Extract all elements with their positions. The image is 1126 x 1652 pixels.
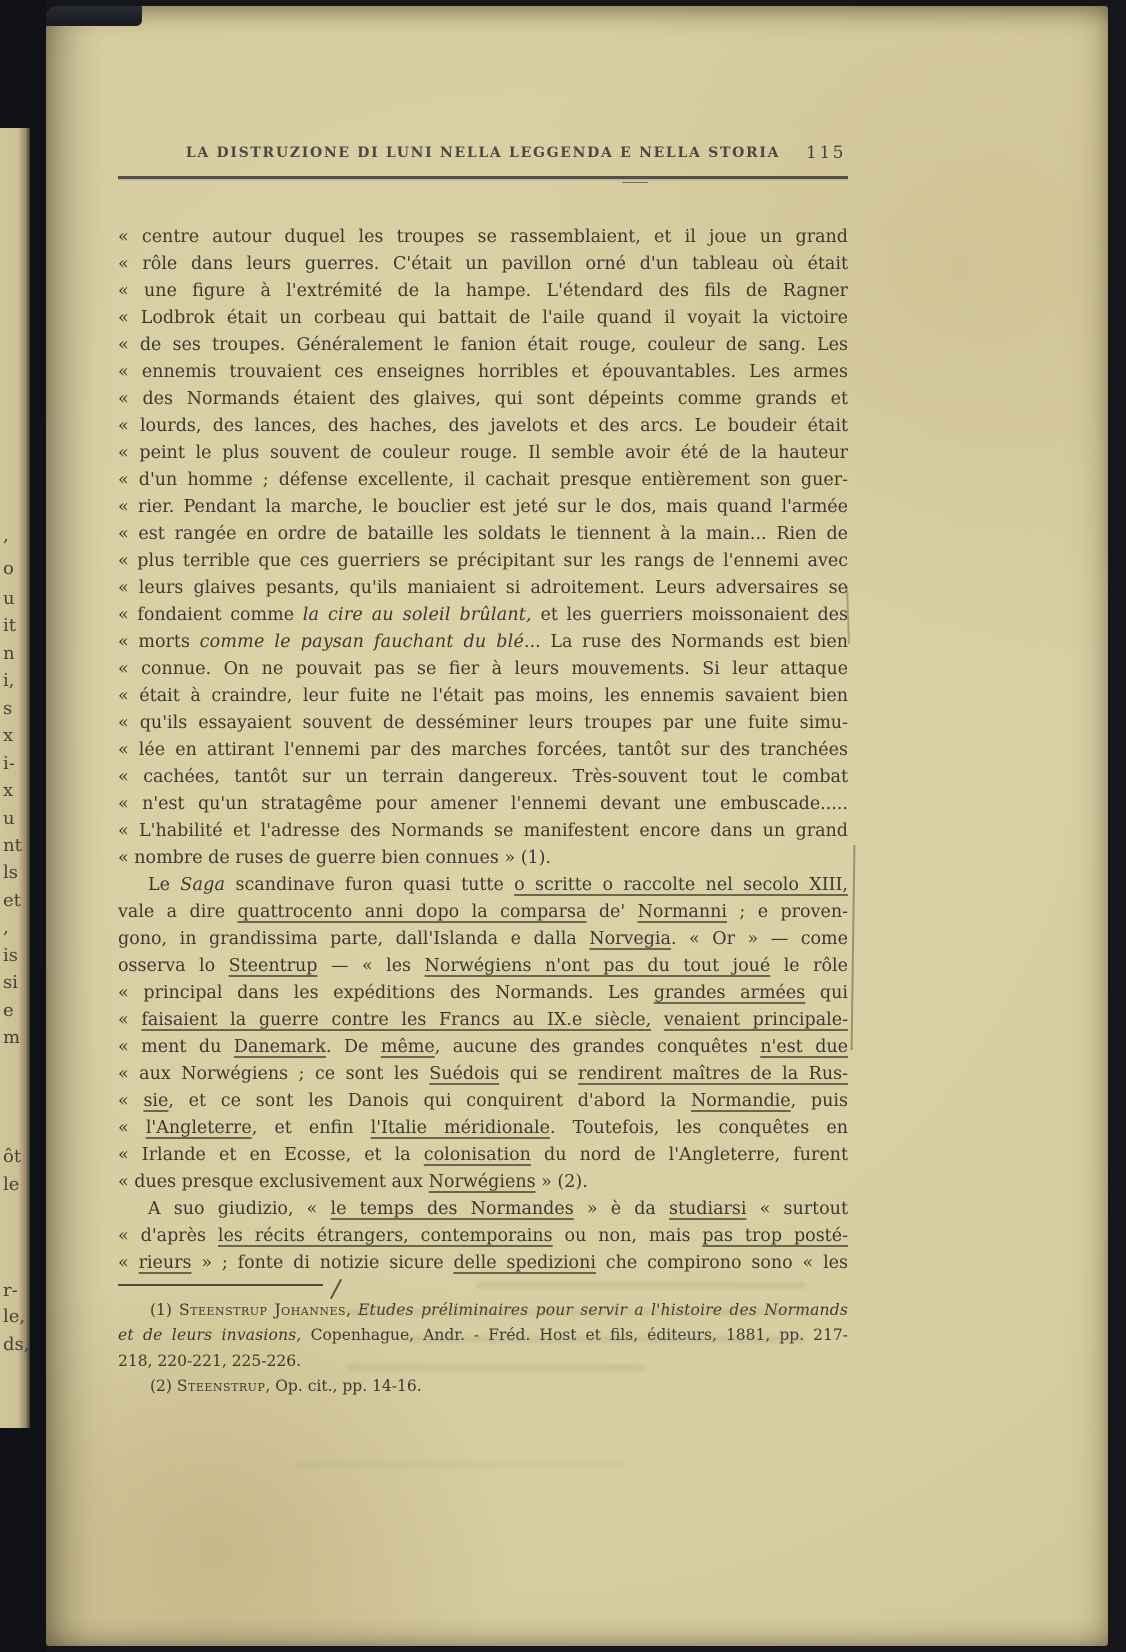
margin-pen-line — [851, 845, 856, 1050]
text-line: gono, in grandissima parte, dall'Islanda e dalla Norvegia. « Or » — come — [118, 928, 848, 949]
text-fragment: n — [3, 643, 15, 664]
text-fragment: nt — [3, 835, 22, 856]
ink-bleedthrough — [406, 1336, 806, 1343]
text-fragment: r- — [3, 1280, 18, 1301]
text-line: « lourds, des lances, des haches, des javelots et des arcs. Le boudeir était — [118, 415, 848, 436]
text-fragment: o — [3, 558, 14, 579]
text-line: « ennemis trouvaient ces enseignes horribles et épouvantables. Les armes — [118, 361, 848, 382]
text-line: « plus terrible que ces guerriers se précipitant sur les rangs de l'ennemi avec — [118, 550, 848, 571]
left-page-edge — [0, 0, 46, 1652]
text-line: « nombre de ruses de guerre bien connues » (1). — [118, 847, 552, 868]
text-fragment: is — [3, 945, 18, 966]
text-line: « rier. Pendant la marche, le bouclier est jeté sur le dos, mais quand l'armée — [118, 496, 848, 517]
book-page — [46, 6, 1108, 1646]
text-line: « est rangée en ordre de bataille les soldats le tiennent à la main... Rien de — [118, 523, 848, 544]
text-line: « Lodbrok était un corbeau qui battait de l'aile quand il voyait la victoire — [118, 307, 848, 328]
text-fragment: s — [3, 698, 13, 719]
paragraph-saga — [118, 872, 848, 1196]
text-line: « ment du Danemark. De même, aucune des grandes conquêtes n'est due — [118, 1036, 849, 1057]
text-line: « fondaient comme la cire au soleil brûlant, et les guerriers moissonaient des — [118, 604, 848, 625]
text-line: « rôle dans leurs guerres. C'était un pavillon orné d'un tableau où était — [118, 253, 848, 274]
text-fragment: u — [3, 588, 15, 609]
text-fragment: ôt — [3, 1146, 22, 1167]
text-line: « était à craindre, leur fuite ne l'était pas moins, les ennemis savaient bien — [118, 685, 848, 706]
text-line: « sie, et ce sont les Danois qui conquirent d'abord la Normandie, puis — [118, 1090, 848, 1111]
text-fragment: e — [3, 1000, 14, 1021]
text-fragment: , — [3, 917, 9, 938]
text-line: « de ses troupes. Généralement le fanion était rouge, couleur de sang. Les — [118, 334, 848, 355]
text-fragment: u — [3, 808, 15, 829]
page-number: 115 — [806, 143, 846, 163]
text-line: (2) Steenstrup, Op. cit., pp. 14-16. — [150, 1377, 422, 1395]
text-line: « qu'ils essayaient souvent de desséminer leurs troupes par une fuite simu- — [118, 712, 848, 733]
text-line: « n'est qu'un stratagême pour amener l'ennemi devant une embuscade..... — [118, 793, 848, 814]
text-line: et de leurs invasions, Copenhague, Andr. - Fréd. Host et fils, éditeurs, 1881, pp. 217- — [118, 1326, 849, 1344]
paragraph-giudizio — [118, 1196, 848, 1277]
text-line: « centre autour duquel les troupes se rassemblaient, et il joue un grand — [118, 226, 848, 247]
adjacent-page-slip — [0, 128, 30, 1428]
text-line: « morts comme le paysan fauchant du blé... La ruse des Normands est bien — [118, 631, 848, 652]
text-fragment: x — [3, 780, 14, 801]
text-line: « rieurs » ; fonte di notizie sicure delle spedizioni che compirono sono « les — [118, 1252, 849, 1273]
text-line: A suo giudizio, « le temps des Normandes » è da studiarsi « surtout — [148, 1198, 848, 1219]
double-tick-mark — [622, 176, 648, 183]
text-line: 218, 220-221, 225-226. — [118, 1351, 302, 1370]
text-line: « dues presque exclusivement aux Norwégiens » (2). — [118, 1171, 588, 1192]
text-fragment: i- — [3, 753, 15, 774]
text-line: « connue. On ne pouvait pas se fier à leurs mouvements. Si leur attaque — [118, 658, 848, 679]
text-fragment: x — [3, 725, 14, 746]
text-line: « l'Angleterre, et enfin l'Italie méridionale. Toutefois, les conquêtes en — [118, 1117, 848, 1138]
text-fragment: le, — [3, 1306, 26, 1327]
ink-bleedthrough — [346, 1364, 646, 1371]
text-fragment: m — [3, 1027, 21, 1048]
text-line: « cachées, tantôt sur un terrain dangereux. Très-souvent tout le combat — [118, 766, 848, 787]
text-fragment: et — [3, 890, 21, 911]
text-fragment: si — [3, 972, 18, 993]
text-line: « peint le plus souvent de couleur rouge. Il semble avoir été de la hauteur — [118, 442, 848, 463]
text-line: osserva lo Steentrup — « les Norwégiens n'ont pas du tout joué le rôle — [118, 955, 848, 976]
ink-bleedthrough — [296, 1461, 626, 1468]
text-fragment: i, — [3, 670, 15, 691]
quoted-passage — [118, 224, 848, 872]
text-line: « une figure à l'extrémité de la hampe. L'étendard des fils de Ragner — [118, 280, 848, 301]
text-line: « des Normands étaient des glaives, qui sont dépeints comme grands et — [118, 388, 848, 409]
text-fragment: ls — [3, 862, 18, 883]
text-line: « principal dans les expéditions des Normands. Les grandes armées qui — [118, 982, 849, 1003]
text-line: Le Saga scandinave furon quasi tutte o scritte o raccolte nel secolo XIII, — [148, 874, 848, 895]
chapter-title: LA DISTRUZIONE DI LUNI NELLA LEGGENDA E NELLA STORIA — [185, 145, 781, 161]
footnote-rule — [118, 1284, 323, 1286]
text-fragment: it — [3, 615, 16, 636]
text-fragment: , — [3, 525, 9, 546]
header-rule — [118, 176, 848, 179]
text-line: « lée en attirant l'ennemi par des marches forcées, tantôt sur des tranchées — [118, 739, 848, 760]
text-line: « d'après les récits étrangers, contemporains ou non, mais pas trop posté- — [118, 1225, 848, 1246]
ink-bleedthrough — [476, 1282, 806, 1289]
ink-bleedthrough — [346, 1309, 816, 1316]
text-line: vale a dire quattrocento anni dopo la comparsa de' Normanni ; e proven- — [118, 901, 849, 922]
text-column — [118, 145, 848, 1400]
text-line: « leurs glaives pesants, qu'ils maniaient si adroitement. Leurs adversaires se — [118, 577, 848, 598]
book-cover-corner — [46, 6, 142, 26]
text-line: « faisaient la guerre contre les Francs au IX.e siècle, venaient principale- — [118, 1009, 848, 1030]
text-fragment: le — [3, 1174, 20, 1195]
text-line: « Irlande et en Ecosse, et la colonisation du nord de l'Angleterre, furent — [118, 1144, 848, 1165]
text-line: « d'un homme ; défense excellente, il cachait presque entièrement son guer- — [118, 469, 848, 490]
text-line: « L'habilité et l'adresse des Normands se manifestent encore dans un grand — [118, 820, 848, 841]
text-line: « aux Norwégiens ; ce sont les Suédois qui se rendirent maîtres de la Rus- — [118, 1063, 849, 1084]
text-line: (1) Steenstrup Johannes, Etudes préliminaires pour servir a l'histoire des Normands — [150, 1300, 848, 1319]
running-header — [118, 145, 848, 167]
text-fragment: ds, — [3, 1334, 30, 1355]
